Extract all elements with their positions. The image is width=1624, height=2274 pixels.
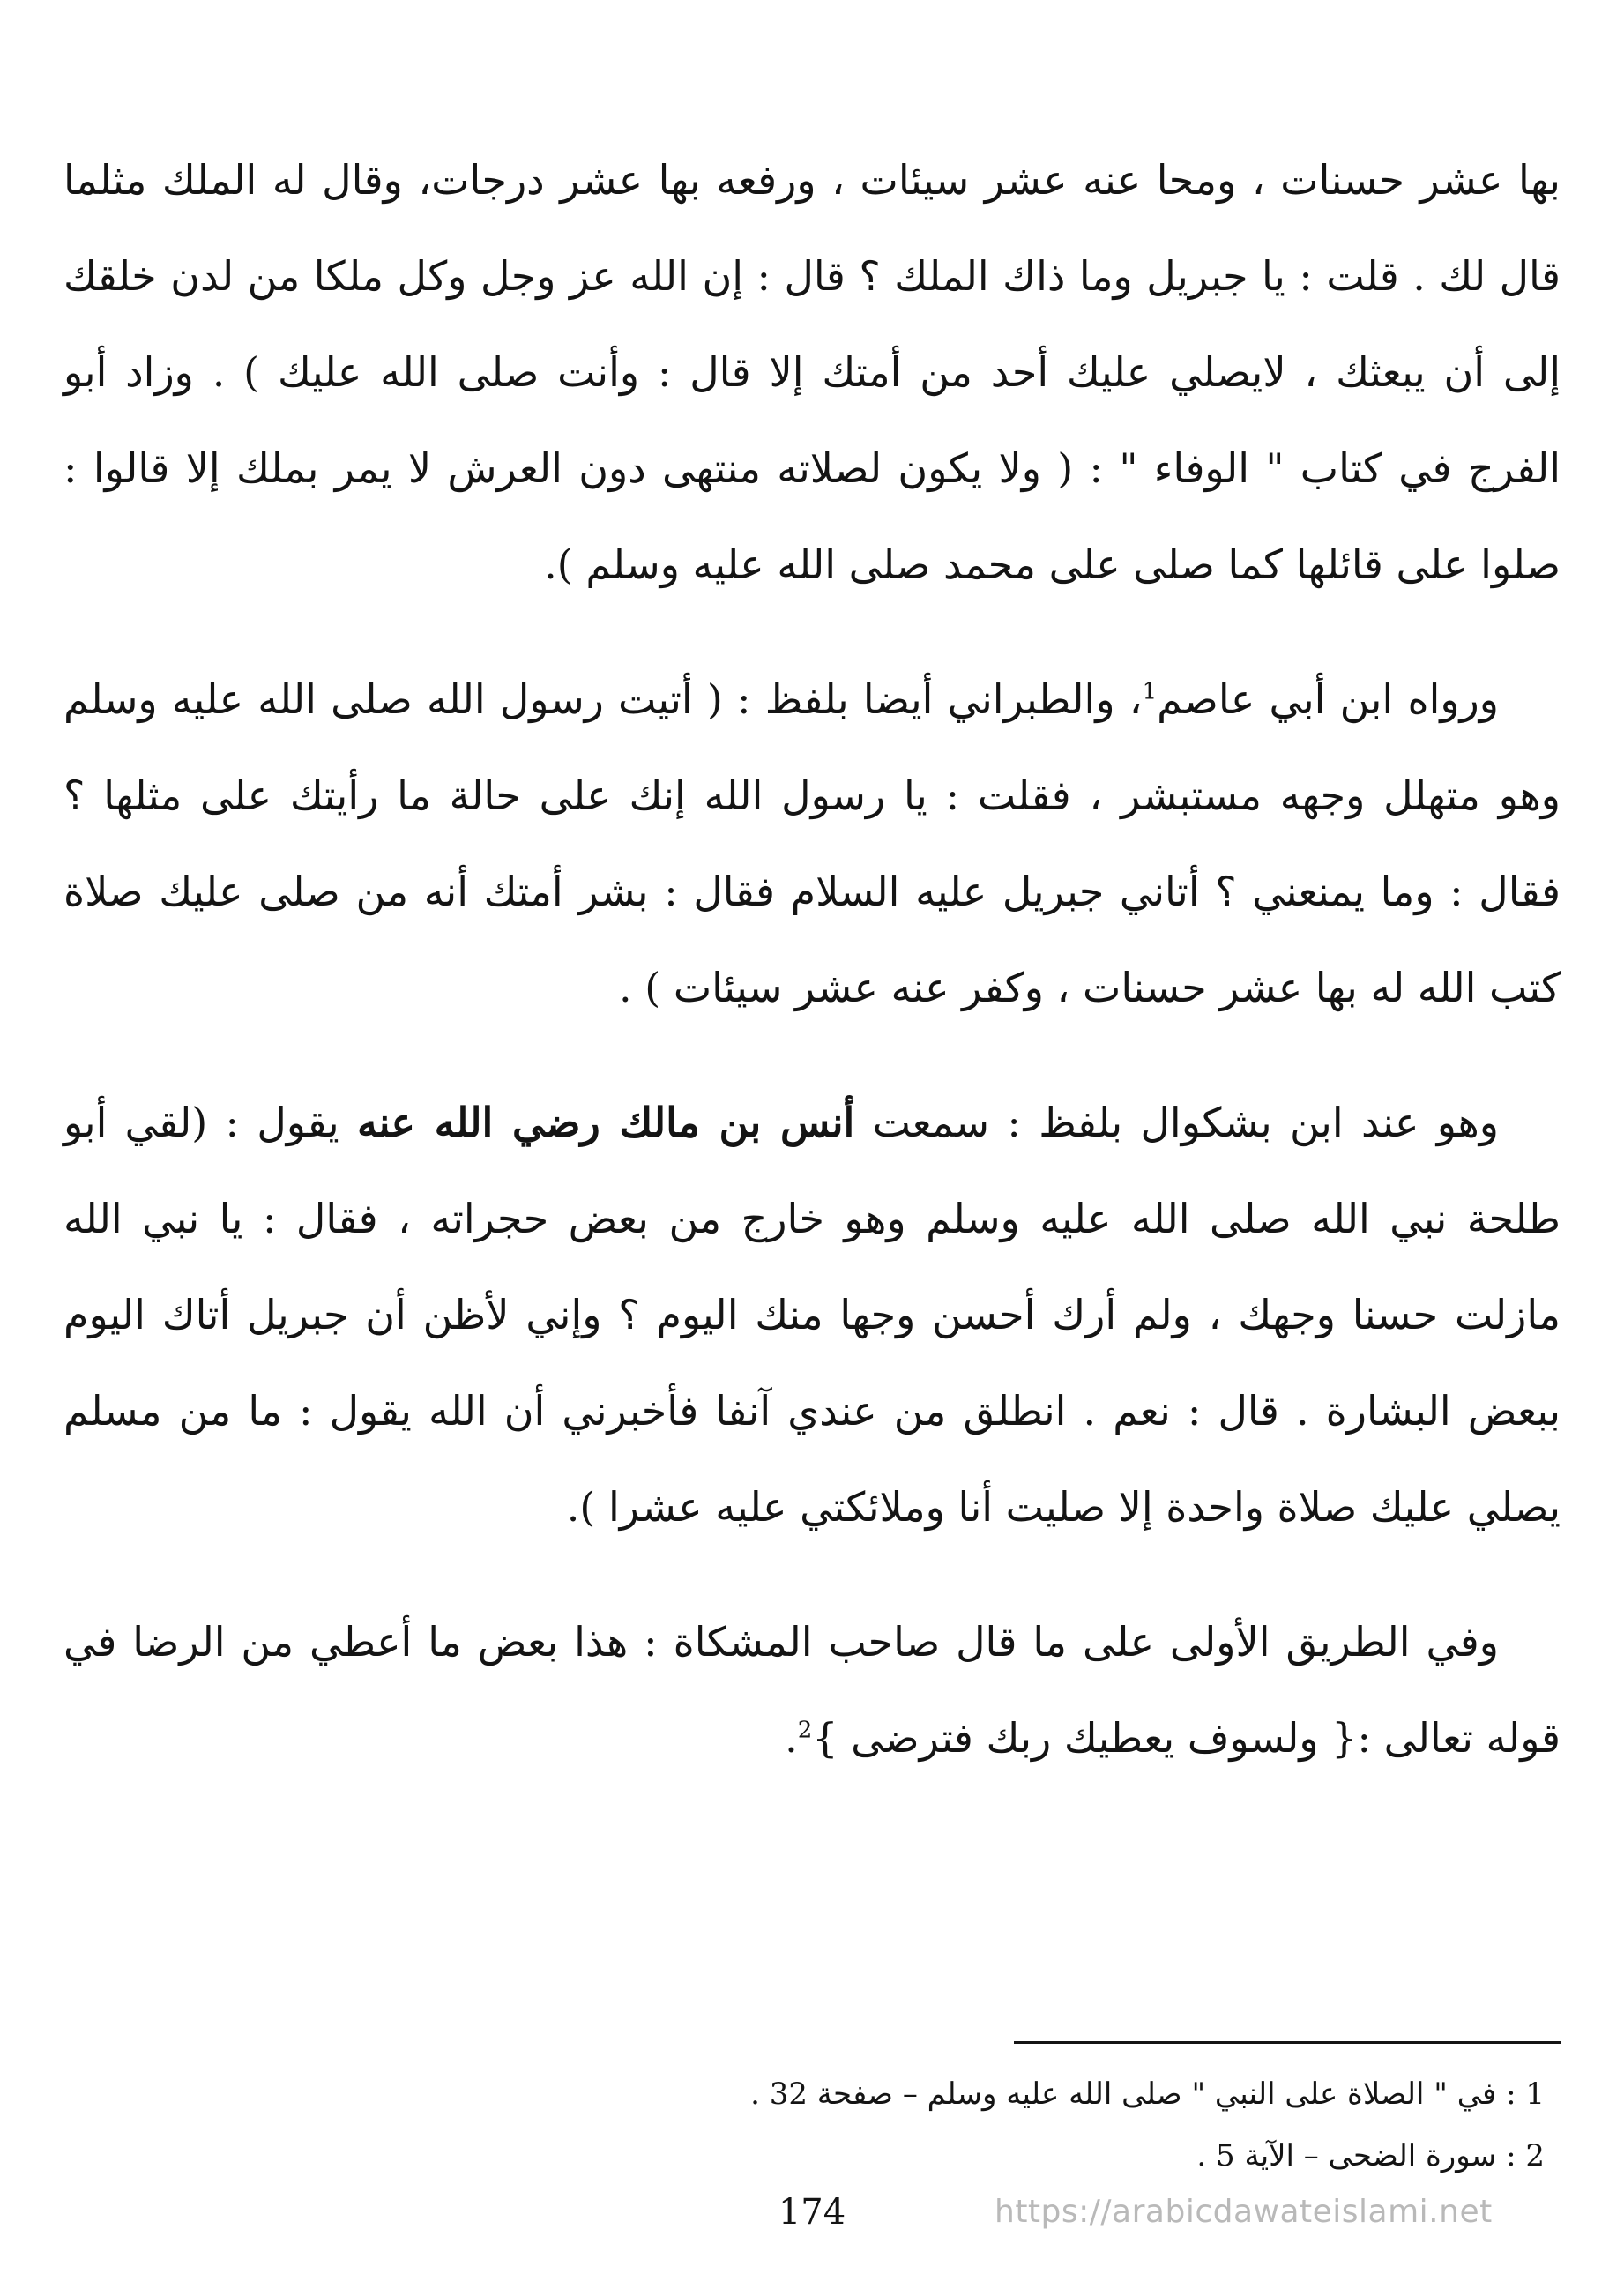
paragraph-3-text-b: يقول : (لقي أبو طلحة نبي الله صلى الله عليه وسلم وهو خارج من بعض حجراته ، فقال : يا نبي الله مازلت حسنا وجهك ، ولم أرك أحسن وجها منك اليوم ؟ وإني لأظن أن جبريل أتاك اليوم ببعض البشارة . قال : نعم . انطلق من عندي آنفا فأخبرني أن الله يقول : ما من مسلم يصلي عليك صلاة واحدة إلا صليت أنا وملائكتي عليه عشرا ). (63, 1099, 1561, 1531)
footnotes (222, 2063, 1545, 2187)
paragraph-4-text-b: . (785, 1714, 798, 1762)
footnote-marker-1: 1 (1142, 678, 1158, 705)
body-text (63, 132, 1561, 1786)
page-number: 174 (778, 2192, 846, 2233)
footnote-marker-2: 2 (797, 1717, 813, 1744)
paragraph-1-text: بها عشر حسنات ، ومحا عنه عشر سيئات ، ورفعه بها عشر درجات، وقال له الملك مثلما قال لك . قلت : يا جبريل وما ذاك الملك ؟ قال : إن الله عز وجل وكل ملكا من لدن خلقك إلى أن يبعثك ، لايصلي عليك أحد من أمتك إلا قال : وأنت صلى الله عليك ) . وزاد أبو الفرج في كتاب " الوفاء " : ( ولا يكون لصلاته منتهى دون العرش لا يمر بملك إلا قالوا : صلوا على قائلها كما صلى على محمد صلى الله عليه وسلم ). (63, 156, 1561, 588)
paragraph-3-text-a: وهو عند ابن بشكوال بلفظ : سمعت (854, 1099, 1499, 1146)
watermark-url: https://arabicdawateislami.net (995, 2194, 1493, 2230)
paragraph-4-text-a: وفي الطريق الأولى على ما قال صاحب المشكاة : هذا بعض ما أعطي من الرضا في قوله تعالى :{ ولسوف يعطيك ربك فترضى } (63, 1618, 1561, 1762)
paragraph-4 (63, 1594, 1561, 1786)
footnote-divider (1014, 2041, 1561, 2044)
paragraph-3 (63, 1075, 1561, 1555)
paragraph-2-text-a: ورواه ابن أبي عاصم (1157, 675, 1499, 723)
paragraph-3-bold-name: أنس بن مالك رضي الله عنه (356, 1099, 855, 1146)
paragraph-1 (63, 132, 1561, 613)
paragraph-2-text-b: ، والطبراني أيضا بلفظ : ( أتيت رسول الله صلى الله عليه وسلم وهو متهلل وجهه مستبشر ، فقلت : يا رسول الله إنك على حالة ما رأيتك على مثلها ؟ فقال : وما يمنعني ؟ أتاني جبريل عليه السلام فقال : بشر أمتك أنه من صلى عليك صلاة كتب الله له بها عشر حسنات ، وكفر عنه عشر سيئات ) . (63, 675, 1561, 1011)
footnote-2: 2 : سورة الضحى – الآية 5 . (1196, 2138, 1545, 2173)
paragraph-2 (63, 652, 1561, 1036)
footnote-1: 1 : في " الصلاة على النبي " صلى الله عليه وسلم – صفحة 32 . (750, 2076, 1545, 2112)
